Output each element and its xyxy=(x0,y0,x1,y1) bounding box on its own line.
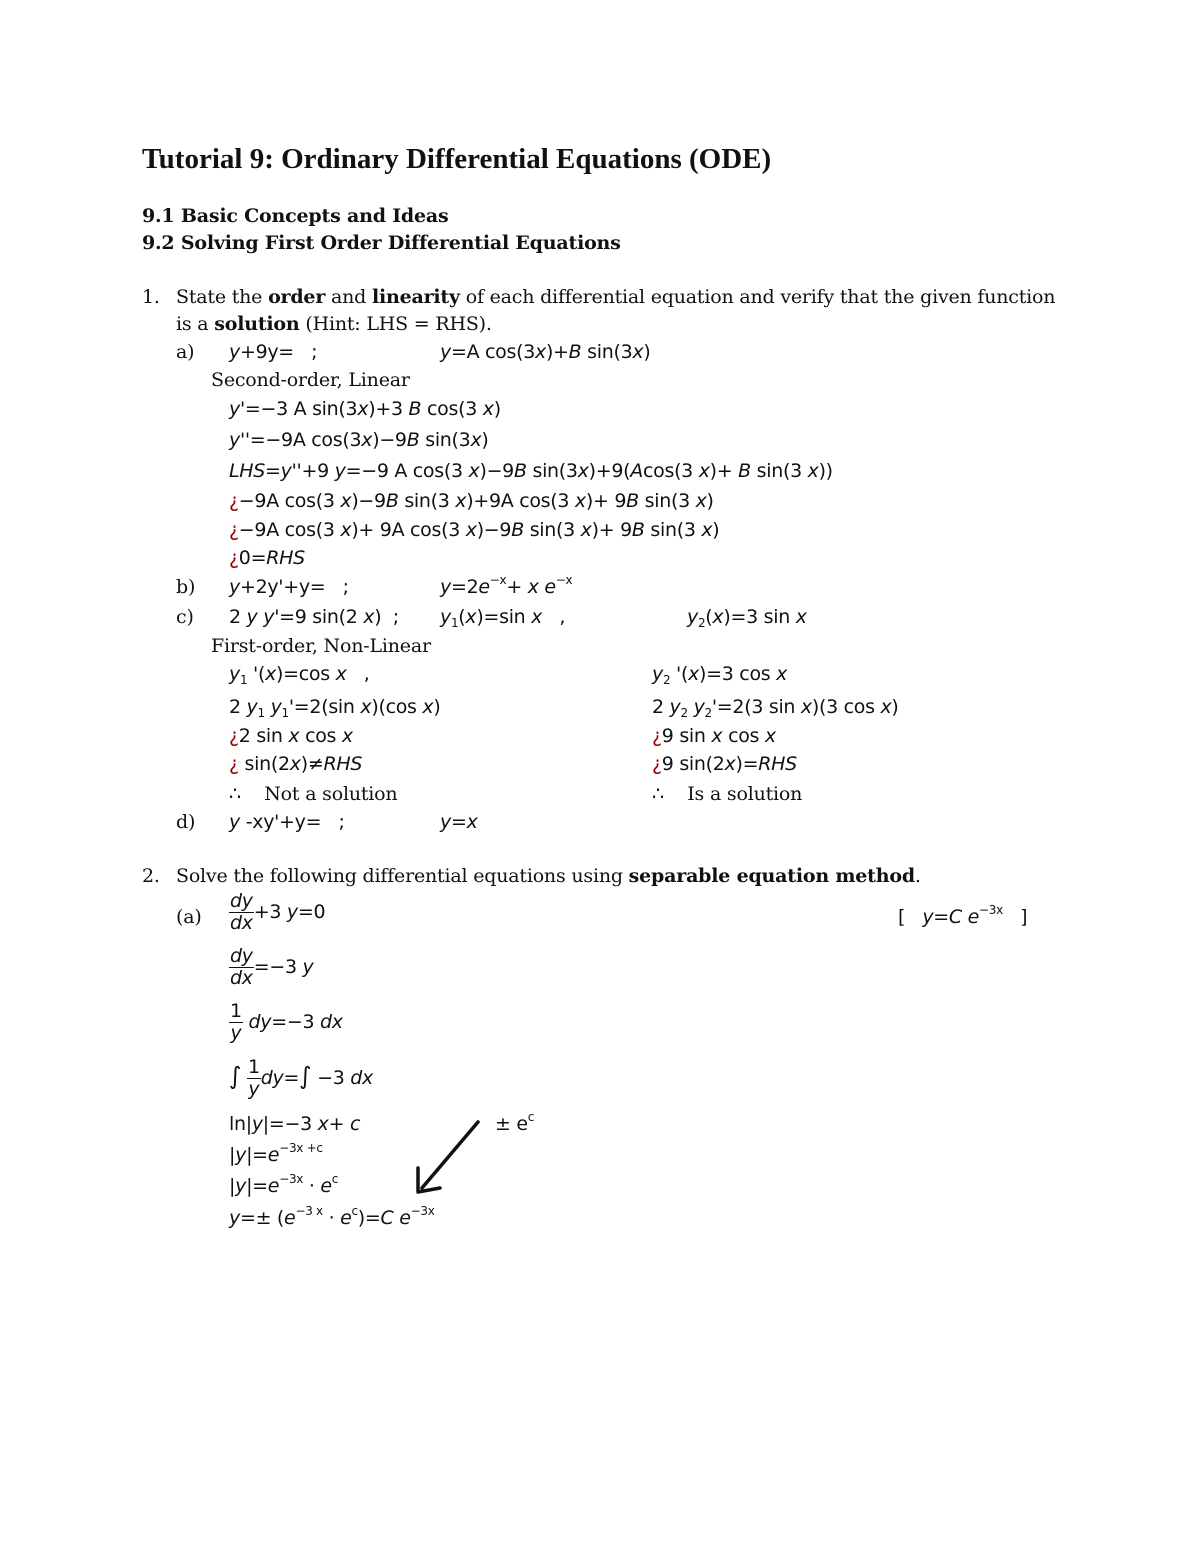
section-heading-9-2: 9.2 Solving First Order Differential Equations xyxy=(142,232,621,254)
part-c-left-conclusion: ∴ Not a solution xyxy=(229,783,398,805)
q2-part-a-label: (a) xyxy=(176,906,202,928)
part-c-equation: 2 y y'=9 sin(2 x) ; xyxy=(229,606,399,628)
part-c-right-step-3: ¿9 sin x cos x xyxy=(652,725,776,747)
q2-a-step-7: $|y|=e^{-3x} \cdot e^c$ xyxy=(229,1172,339,1197)
part-c-right-step-1: $y_2$ '(x)=3 cos x xyxy=(652,663,788,687)
part-a-step-3: LHS=y''+9 y=−9 A cos(3 x)−9B sin(3x)+9(Acos(3 x)+ B sin(3 x)) xyxy=(229,460,833,482)
q2-a-step-4: ∫ $\frac{1}{y}$ dy=∫ −3 dx xyxy=(229,1056,373,1100)
question-1-line-2: is a solution (Hint: LHS = RHS). xyxy=(176,313,492,335)
section-heading-9-1: 9.1 Basic Concepts and Ideas xyxy=(142,205,449,227)
question-2-text: Solve the following differential equations using separable equation method. xyxy=(176,865,921,887)
q2-a-step-5: ln|y|=−3 x+ c xyxy=(229,1113,361,1135)
question-1-number: 1. xyxy=(142,286,160,308)
part-b-equation: y+2y'+y= ; xyxy=(229,576,349,598)
q2-a-step-6: $|y|=e^{-3x +c}$ xyxy=(229,1141,323,1166)
part-c-left-step-3: ¿2 sin x cos x xyxy=(229,725,353,747)
question-2-number: 2. xyxy=(142,865,160,887)
page-title: Tutorial 9: Ordinary Differential Equations (ODE) xyxy=(142,143,772,175)
part-c-function-1: $y_1(x)=\sin$ x , xyxy=(440,606,566,630)
part-a-step-5: ¿−9A cos(3 x)+ 9A cos(3 x)−9B sin(3 x)+ 9B sin(3 x) xyxy=(229,519,720,541)
part-a-step-4: ¿−9A cos(3 x)−9B sin(3 x)+9A cos(3 x)+ 9B sin(3 x) xyxy=(229,490,714,512)
annotation-arrow-icon xyxy=(410,1118,485,1198)
part-c-left-step-2: 2 $y_1$ $y_1'=2(\sin$ x)(cos x) xyxy=(229,696,441,720)
q2-a-step-3: $\frac{1}{y}$ dy=−3 dx xyxy=(230,1000,343,1044)
part-a-step-2: y''=−9A cos(3x)−9B sin(3x) xyxy=(229,429,489,451)
part-a-equation: y+9y= ; xyxy=(229,341,318,363)
part-c-right-conclusion: ∴ Is a solution xyxy=(652,783,803,805)
q2-a-side-note: ± $e^c$ xyxy=(495,1110,535,1135)
part-c-left-step-1: $y_1$ '(x)=cos x , xyxy=(229,663,370,687)
part-c-function-2: $y_2(x)=3$ sin x xyxy=(687,606,807,630)
part-c-right-step-4: ¿9 sin(2x)=RHS xyxy=(652,753,797,775)
part-d-label: d) xyxy=(176,811,196,833)
part-d-equation: y -xy'+y= ; xyxy=(229,811,345,833)
q2-a-step-1: $\frac{dy}{dx}$ +3 y=0 xyxy=(230,890,326,934)
part-a-step-6: ¿0=RHS xyxy=(229,547,305,569)
q2-a-answer: [ y=C $e^{-3x}$ ] xyxy=(898,903,1028,928)
part-b-function: $y=2e^{-x}+ x$ $e^{-x}$ xyxy=(440,573,573,598)
part-c-answer: First-order, Non-Linear xyxy=(211,635,431,657)
part-d-function: y=x xyxy=(440,811,478,833)
q2-a-step-8: $y=\pm (e^{-3 x} \cdot e^c)=C$ $e^{-3x}$ xyxy=(229,1204,435,1229)
part-a-answer: Second-order, Linear xyxy=(211,369,410,391)
question-1-line-1: State the order and linearity of each differential equation and verify that the given function xyxy=(176,286,1056,308)
q2-a-step-2: $\frac{dy}{dx}$ =−3 y xyxy=(230,945,314,989)
part-a-step-1: y'=−3 A sin(3x)+3 B cos(3 x) xyxy=(229,398,501,420)
part-b-label: b) xyxy=(176,576,196,598)
part-c-right-step-2: 2 $y_2$ $y_2'=2(3$ sin x)(3 cos x) xyxy=(652,696,899,720)
part-a-label: a) xyxy=(176,341,195,363)
part-c-label: c) xyxy=(176,606,194,628)
part-c-left-step-4: ¿ sin(2x)≠RHS xyxy=(229,753,363,775)
part-a-function: y=A cos(3x)+B sin(3x) xyxy=(440,341,651,363)
